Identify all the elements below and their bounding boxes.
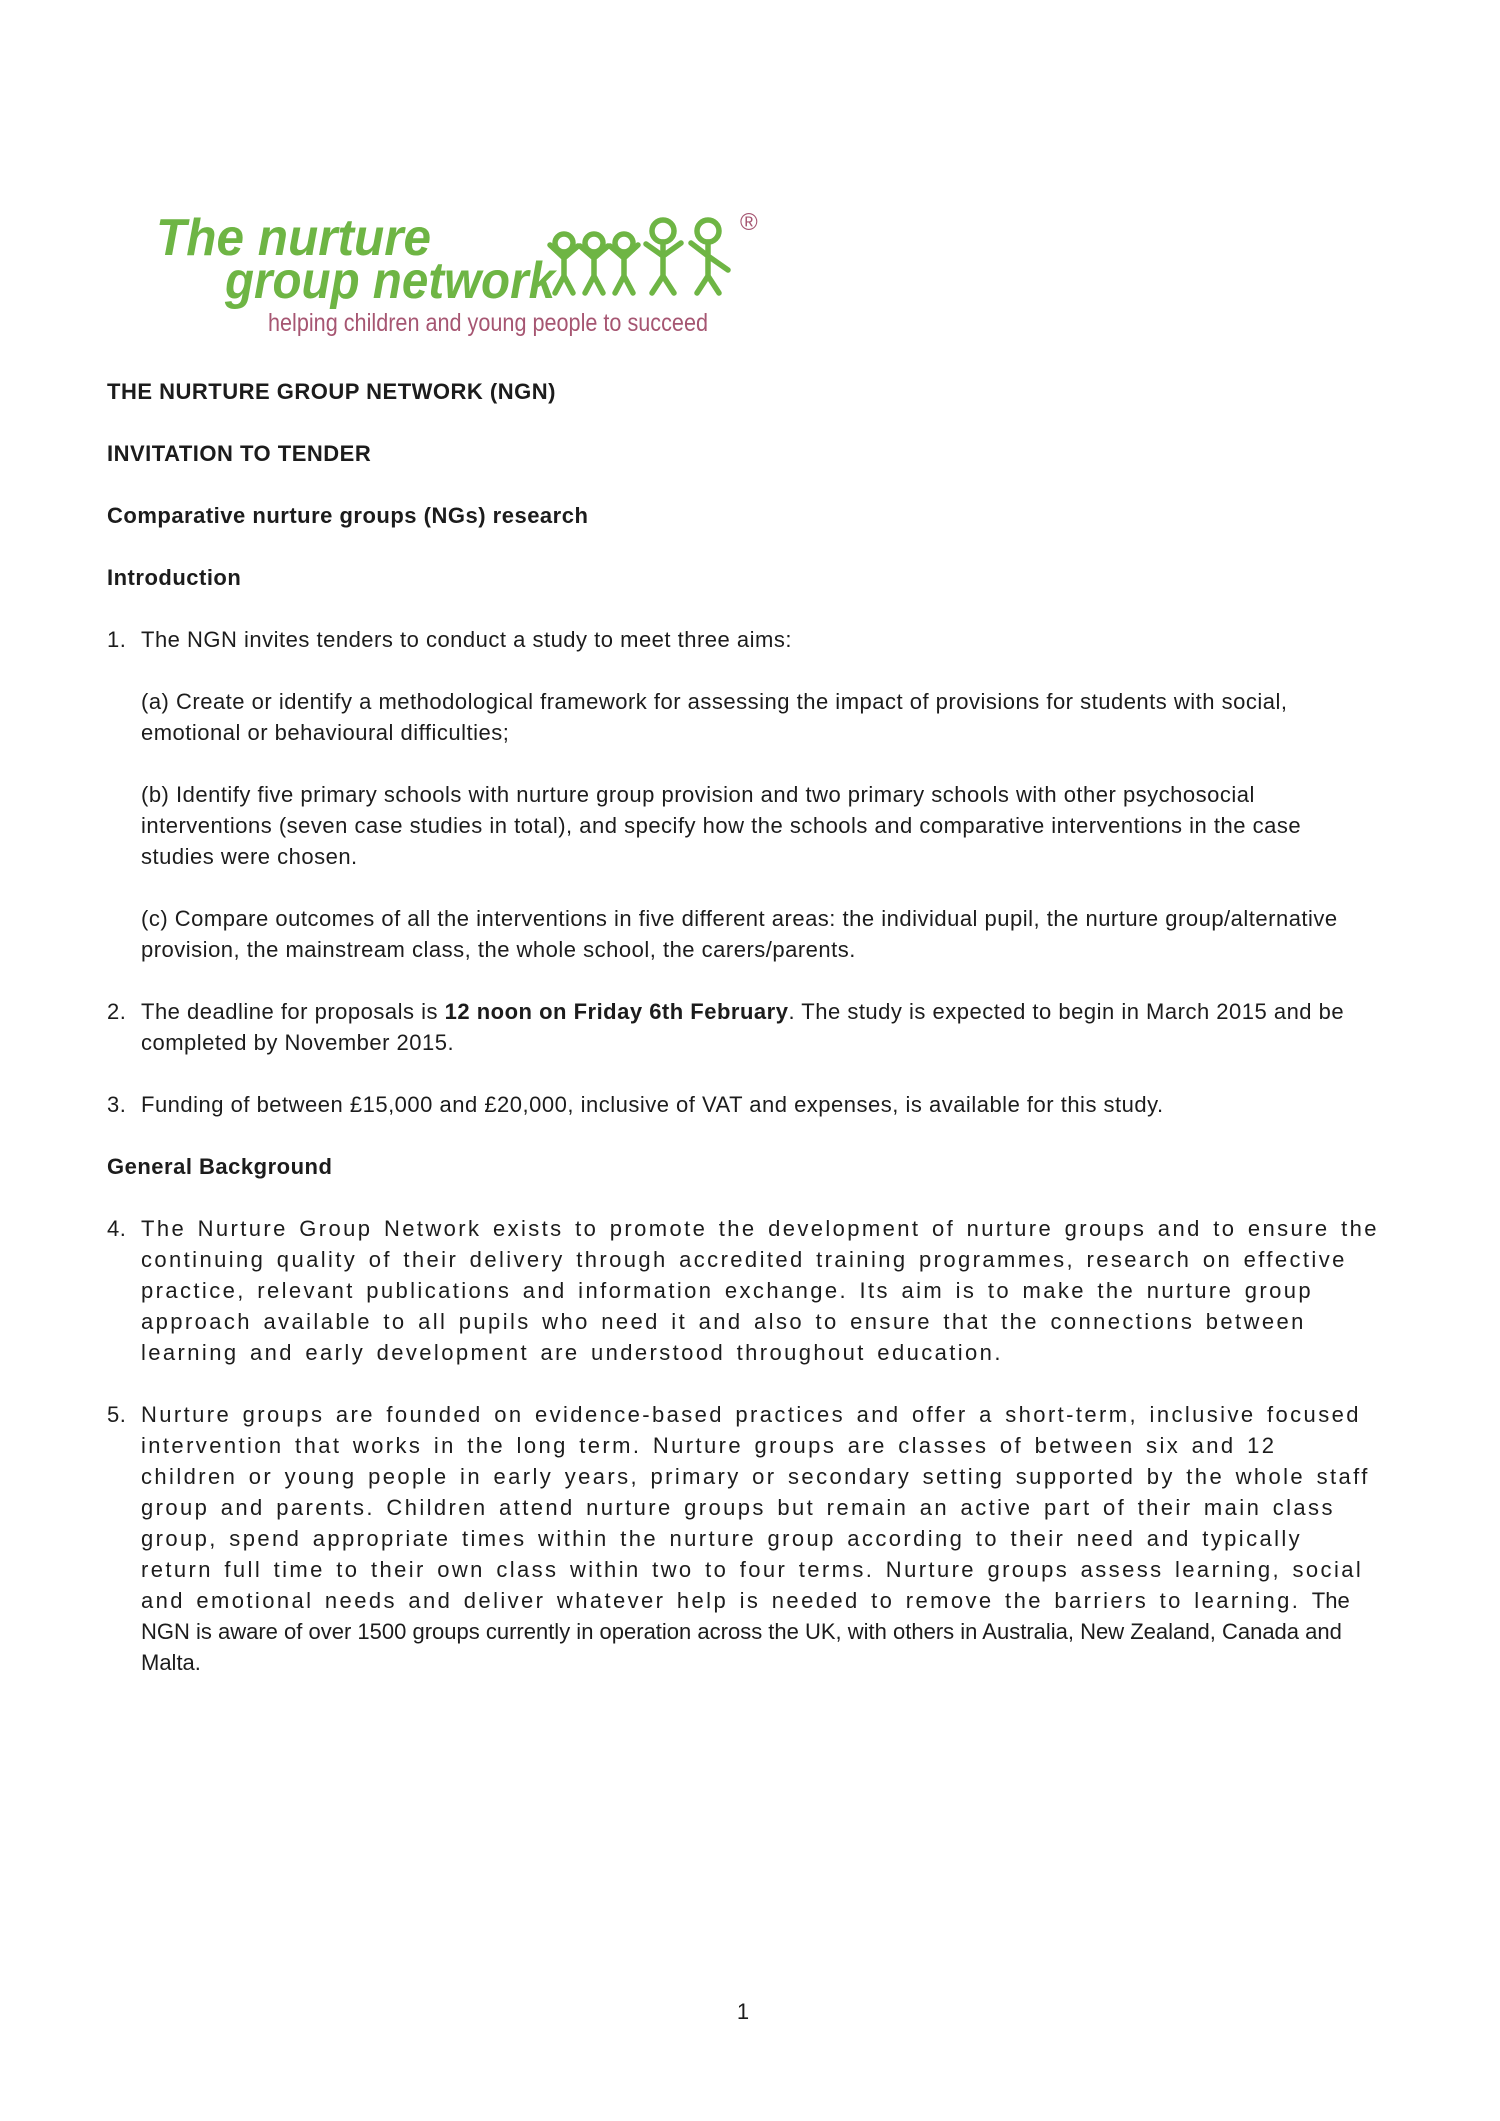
document-content <box>107 376 1379 1709</box>
stick-figures-icon <box>550 220 728 293</box>
list-item-3-text: Funding of between £15,000 and £20,000, inclusive of VAT and expenses, is available for this study. <box>141 1092 1164 1117</box>
list-item-5-text <box>141 1399 1379 1678</box>
document-title: THE NURTURE GROUP NETWORK (NGN) <box>107 379 556 404</box>
list-item-1-number: 1. <box>107 627 127 652</box>
list-item-4-text: The Nurture Group Network exists to promote the development of nurture groups and to ensure the continuing quality of their delivery through accredited training programmes, research on effective practice, relevant publications and information exchange. Its aim is to make the nurture group approach available to all pupils who need it and also to ensure that the connections between learning and early development are understood throughout education. <box>141 1216 1379 1365</box>
list-item-5-number: 5. <box>107 1402 127 1427</box>
list-item-2-text <box>141 996 1379 1058</box>
logo-title-line1: The nurture <box>156 209 431 267</box>
deadline-text-after: . The study is expected to begin in March 2015 and be completed by November 2015. <box>141 999 1345 1055</box>
sub-item-c: (c) Compare outcomes of all the interventions in five different areas: the individual pupil, the nurture group/alternative provision, the mainstream class, the whole school, the carers/parents. <box>141 906 1338 962</box>
ngn-logo-graphic <box>148 198 768 348</box>
list-item-1 <box>107 624 1379 655</box>
deadline-text-before: The deadline for proposals is <box>141 999 445 1024</box>
list-item-4 <box>107 1213 1379 1368</box>
list-item-4-number: 4. <box>107 1216 127 1241</box>
logo-title-line2: group network <box>224 252 558 310</box>
item-5-normal-text: The NGN is aware of over 1500 groups currently in operation across the UK, with others in Australia, New Zealand, Canada and Malta. <box>141 1588 1350 1675</box>
registered-mark: ® <box>740 209 758 236</box>
introduction-heading: Introduction <box>107 565 242 590</box>
item-5-expanded-text: Nurture groups are founded on evidence-based practices and offer a short-term, inclusive focused intervention that works in the long term. Nurture groups are classes of between six and 12 children or young people in early years, primary or secondary setting supported by the whole staff group and parents. Children attend nurture groups but remain an active part of their main class group, spend appropriate times within the nurture group according to their need and typically return full time to their own class within two to four terms. Nurture groups assess learning, social and emotional needs and deliver whatever help is needed to remove the barriers to learning. <box>141 1402 1370 1613</box>
sub-item-b: (b) Identify five primary schools with nurture group provision and two primary schools with other psychosocial interventions (seven case studies in total), and specify how the schools and comparative interventions in the case studies were chosen. <box>141 782 1302 869</box>
sub-item-a: (a) Create or identify a methodological framework for assessing the impact of provisions for students with social, emotional or behavioural difficulties; <box>141 689 1288 745</box>
logo-tagline: helping children and young people to succeed <box>268 309 708 337</box>
list-item-3-number: 3. <box>107 1092 127 1117</box>
list-item-2-number: 2. <box>107 999 127 1024</box>
ngn-logo <box>148 198 768 348</box>
list-item-5 <box>107 1399 1379 1678</box>
list-item-3 <box>107 1089 1379 1120</box>
research-heading: Comparative nurture groups (NGs) research <box>107 503 589 528</box>
page-number: 1 <box>736 1999 750 2024</box>
list-item-2 <box>107 996 1379 1058</box>
list-item-1-text: The NGN invites tenders to conduct a study to meet three aims: <box>141 627 792 652</box>
deadline-date: 12 noon on Friday 6th February <box>444 999 789 1024</box>
document-subtitle: INVITATION TO TENDER <box>107 441 372 466</box>
general-background-heading: General Background <box>107 1154 333 1179</box>
